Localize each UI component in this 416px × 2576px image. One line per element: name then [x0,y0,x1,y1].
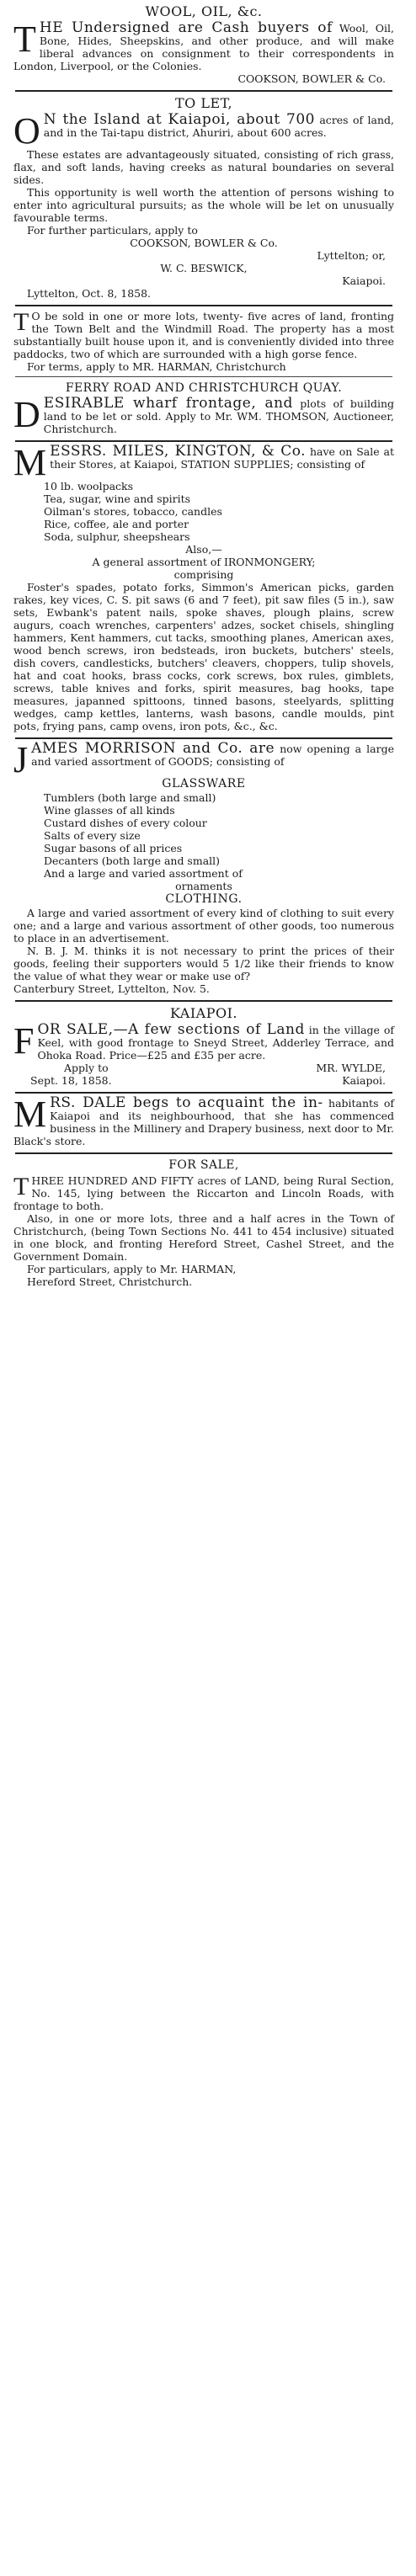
ad-title: FOR SALE, [168,1158,239,1172]
ad-subheading: GLASSWARE [162,777,246,790]
list-item: 10 lb. woolpacks [44,480,134,492]
drop-cap: M [13,1094,47,1135]
ad-line: ornaments [175,880,232,892]
drop-cap: T [13,308,29,336]
drop-cap: F [13,1020,35,1062]
ad-lead: OR SALE,—A few sections of Land [37,1021,305,1038]
ad-body: LAND, being Rural Section, No. 145, lying between the Riccarton and Lincoln Roads, with frontage to both. [13,1174,395,1212]
list-item: Wine glasses of all kinds [44,804,175,817]
divider [15,90,392,92]
ad-paragraph: For further particulars, apply to [27,224,198,237]
list-item: Decanters (both large and small) [44,854,221,867]
ad-lead: HE Undersigned are Cash buyers of [39,19,333,36]
ad-apply-name: MR. WYLDE, [316,1062,386,1074]
ad-paragraph: For particulars, apply to Mr. HARMAN, [27,1263,237,1275]
ad-signature-place: Kaiapoi. [342,274,386,287]
item-list [13,480,394,543]
ad-lead: ESSRS. MILES, KINGTON, & Co. [50,443,307,460]
ad-date: Canterbury Street, Lyttelton, Nov. 5. [13,982,210,995]
ad-paragraph: For terms, apply to MR. HARMAN, Christchurch [27,360,286,373]
drop-cap: O [13,110,40,152]
ad-body: in the village of Keel, with good frontage to Sneyd Street, Adderley Terrace, and Ohoka Road. Price—£25 and £35 per acre. [37,1024,394,1062]
list-item: Tea, sugar, wine and spirits [44,492,191,505]
ad-mrs-dale [13,1094,395,1147]
ad-lead: O be sold in one or more lots, twenty- [31,310,243,322]
ad-town-belt-land [13,310,394,373]
ad-title: FERRY ROAD AND CHRISTCHURCH QUAY. [65,381,343,395]
ad-paragraph: N. B. J. M. thinks it is not necessary to print the prices of their goods, feeling their supporters would 5 1/2 like their friends to know the value of what they wear or make use of? [13,945,394,982]
divider [15,1000,392,1002]
drop-cap: D [13,394,40,435]
list-item: Custard dishes of every colour [44,817,207,829]
divider [15,440,392,442]
ad-lead: AMES MORRISON and Co. are [31,740,275,757]
ad-paragraph: These estates are advantageously situated, consisting of rich grass, flax, and soft lands, having creeks as natural boundaries on several sides. [13,148,394,186]
ad-subheading: CLOTHING. [165,892,243,906]
ad-line: comprising [173,568,234,581]
ad-kaiapoi-sections [13,1005,394,1087]
list-item: Soda, sulphur, sheepshears [44,530,190,543]
list-item: Salts of every size [44,829,141,842]
list-item: And a large and varied assortment of [44,867,243,880]
list-item: Sugar basons of all prices [44,842,183,854]
ad-date: Sept. 18, 1858. [30,1074,112,1087]
ad-signature: COOKSON, BOWLER & Co. [130,237,278,249]
ad-signature: W. C. BESWICK, [160,262,248,274]
ad-james-morrison [13,739,394,995]
ad-place: Kaiapoi. [342,1074,386,1087]
divider [15,305,392,306]
ad-body: have on Sale at their Stores, at Kaiapoi, STATION SUPPLIES; consisting of [50,445,394,471]
ad-line: A general assortment of IRONMONGERY; [92,556,316,568]
ad-lead: ESIRABLE wharf frontage, and [43,395,293,412]
ad-apply: Apply to [64,1062,109,1074]
ad-date: Lyttelton, Oct. 8, 1858. [27,287,152,300]
ad-body: five acres of land, fronting the Town Belt and the Windmill Road. The property has a most substantially built house upon it, and is conveniently divided into three paddocks, two of which are surrounded with a high gorse fence. [13,310,395,360]
drop-cap: M [13,442,47,483]
ad-paragraph: This opportunity is well worth the attention of persons wishing to enter into agricultural pursuits; as the whole will be let on unusually favourable terms. [13,186,394,224]
divider [15,1152,392,1154]
ad-body: Wool, Oil, Bone, Hides, Sheepskins, and other produce, and will make liberal advances on consignment to their correspondents in London, Liverpool, or the Colonies. [13,22,395,72]
ad-title: TO LET, [174,95,233,111]
ad-body: habitants of Kaiapoi and its neighbourhood, that she has commenced business in the Millinery and Drapery business, next door to Mr. Black's store. [13,1097,395,1147]
ad-paragraph: A large and varied assortment of every kind of clothing to suit every one; and a large and various assortment of other goods, too numerous to place in an advertisement. [13,907,394,945]
ad-body: now opening a large and varied assortment of GOODS; consisting of [31,742,394,768]
ad-body: acres of land, and in the Tai-tapu district, Ahuriri, about 600 acres. [43,114,394,139]
ad-ferry-road [13,381,394,435]
divider [15,1092,392,1094]
drop-cap: T [13,1173,29,1200]
ad-signature: COOKSON, BOWLER & Co. [237,72,386,85]
item-list [13,791,394,880]
ad-to-let [13,95,394,300]
ad-paragraph: Also, in one or more lots, three and a half acres in the Town of Christchurch, (being Town Sections No. 441 to 454 inclusive) situated in one block, and fronting Hereford Street, Cashel Street, and the Government Domain. [13,1212,394,1263]
ad-signature-place: Lyttelton; or, [317,249,386,262]
ad-for-sale-land [13,1158,394,1288]
divider [15,376,392,377]
list-item: Tumblers (both large and small) [44,791,216,804]
drop-cap: J [13,739,29,780]
ad-title: WOOL, OIL, &c. [145,3,263,19]
ad-miles-kington [13,442,394,732]
list-item: Rice, coffee, ale and porter [44,518,189,530]
ad-paragraph: Foster's spades, potato forks, Simmon's American picks, garden rakes, key vices, C. S. pit saws (6 and 7 feet), pit saw files (5 in.), saw sets, Ewbank's patent nails, spoke shaves, plough plains, screw augurs, coach wrenches, carpenters' adzes, socket chisels, shingling hammers, Kent hammers, cut tacks, smoothing planes, American axes, wood bench screws, iron bedsteads, iron buckets, butchers' steels, dish covers, candlesticks, butchers' cleavers, choppers, tulip shovels, hat and coat hooks, brass cocks, cork screws, box rules, gimblets, screws, table knives and forks, spirit measures, bag hooks, tape measures, japanned spittoons, tinned basons, steelyards, splitting wedges, camp kettles, lanterns, wash basons, candle moulds, pint pots, frying pans, camp ovens, iron pots, &c., &c. [13,581,394,732]
list-item: Oilman's stores, tobacco, candles [44,505,222,518]
ad-body: plots of building land to be let or sold. Apply to Mr. WM. THOMSON, Auctioneer, Christchurch. [43,397,394,435]
ad-lead: RS. DALE begs to acquaint the in- [50,1094,323,1111]
divider [15,737,392,739]
drop-cap: T [13,19,36,60]
ad-title: KAIAPOI. [169,1005,238,1021]
ad-wool-oil [13,3,394,85]
ad-also: Also,— [185,543,222,556]
ad-paragraph: Hereford Street, Christchurch. [27,1275,193,1288]
ad-lead: N the Island at Kaiapoi, about 700 [43,111,315,128]
ad-lead: HREE HUNDRED AND FIFTY acres of [31,1174,241,1187]
